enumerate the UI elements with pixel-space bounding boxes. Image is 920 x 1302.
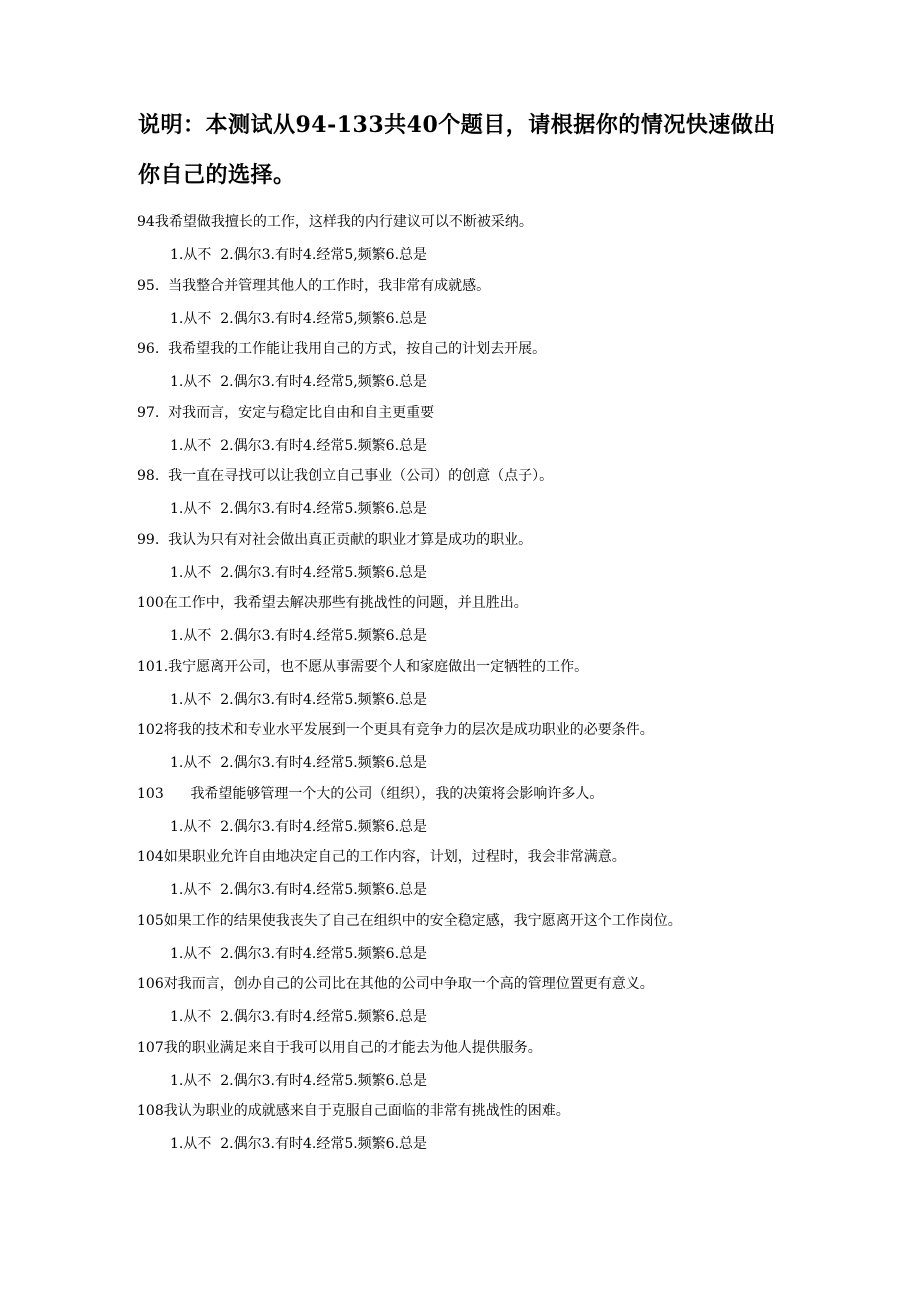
question-line <box>137 847 857 869</box>
question-text: 对我而言，创办自己的公司比在其他的公司中争取一个高的管理位置更有意义。 <box>163 976 654 992</box>
question-item <box>137 911 857 975</box>
question-line <box>137 466 857 488</box>
answer-options: 1.从不 2.偶尔3.有时4.经常5.频繁6.总是 <box>170 1009 428 1025</box>
question-number: 102 <box>137 722 164 738</box>
question-line <box>137 276 857 298</box>
question-text: 我希望做我擅长的工作，这样我的内行建议可以不断被采纳。 <box>154 214 533 230</box>
question-text: 我希望能够管理一个大的公司（组织），我的决策将会影响许多人。 <box>190 785 604 802</box>
question-number: 99. <box>137 531 160 548</box>
answer-options: 1.从不 2.偶尔3.有时4.经常5.频繁6.总是 <box>170 755 428 771</box>
answer-options: 1.从不 2.偶尔3.有时4.经常5.频繁6.总是 <box>170 1136 428 1152</box>
question-number: 97. <box>137 404 160 421</box>
question-item <box>137 1101 857 1165</box>
question-number: 98. <box>137 468 160 484</box>
question-line <box>137 911 857 933</box>
answer-options: 1.从不 2.偶尔3.有时4.经常5.频繁6.总是 <box>170 818 428 835</box>
question-item <box>137 847 857 911</box>
question-text: 当我整合并管理其他人的工作时，我非常有成就感。 <box>168 277 491 294</box>
question-line <box>137 530 857 552</box>
answer-options: 1.从不 2.偶尔3.有时4.经常5,频繁6.总是 <box>170 374 428 390</box>
answer-options: 1.从不 2.偶尔3.有时4.经常5.频繁6.总是 <box>170 564 428 581</box>
question-item <box>137 1038 857 1102</box>
question-line <box>137 974 857 996</box>
question-text: 我认为只有对社会做出真正贡献的职业才算是成功的职业。 <box>168 531 533 548</box>
question-text: 在工作中，我希望去解决那些有挑战性的问题，并且胜出。 <box>163 595 528 611</box>
question-line <box>137 720 857 742</box>
question-text: 我认为职业的成就感来自于克服自己面临的非常有挑战性的困难。 <box>163 1103 570 1119</box>
question-separator <box>159 341 168 357</box>
question-number: 107 <box>137 1039 164 1056</box>
question-list <box>137 212 857 1165</box>
question-item <box>137 657 857 721</box>
question-number: 94 <box>137 214 155 230</box>
question-text: 我宁愿离开公司，也不愿从事需要个人和家庭做出一定牺牲的工作。 <box>168 658 589 675</box>
question-text: 我希望我的工作能让我用自己的方式，按自己的计划去开展。 <box>168 341 547 357</box>
question-text: 如果职业允许自由地决定自己的工作内容，计划，过程时，我会非常满意。 <box>163 849 626 865</box>
question-separator <box>159 278 168 294</box>
answer-options: 1.从不 2.偶尔3.有时4.经常5.频繁6.总是 <box>170 691 428 708</box>
question-item <box>137 403 857 467</box>
question-number: 101. <box>137 658 169 675</box>
question-line <box>137 1101 857 1123</box>
answer-options: 1.从不 2.偶尔3.有时4.经常5,频繁6.总是 <box>170 310 428 327</box>
question-item <box>137 720 857 784</box>
question-number: 103 <box>137 785 164 802</box>
answer-options: 1.从不 2.偶尔3.有时4.经常5.频繁6.总是 <box>170 882 428 898</box>
question-separator <box>159 532 168 548</box>
question-text: 如果工作的结果使我丧失了自己在组织中的安全稳定感，我宁愿离开这个工作岗位。 <box>163 912 682 929</box>
question-item <box>137 339 857 403</box>
question-number: 104 <box>137 849 164 865</box>
question-number: 95. <box>137 277 160 294</box>
question-number: 96. <box>137 341 160 357</box>
question-number: 106 <box>137 976 164 992</box>
question-line <box>137 212 857 234</box>
question-number: 105 <box>137 912 164 929</box>
question-text: 我的职业满足来自于我可以用自己的才能去为他人提供服务。 <box>163 1039 542 1056</box>
question-line <box>137 784 857 806</box>
answer-options: 1.从不 2.偶尔3.有时4.经常5.频繁6.总是 <box>170 945 428 962</box>
answer-options: 1.从不 2.偶尔3.有时4.经常5.频繁6.总是 <box>170 437 428 454</box>
question-separator <box>159 405 168 421</box>
question-text: 将我的技术和专业水平发展到一个更具有竞争力的层次是成功职业的必要条件。 <box>163 722 654 738</box>
answer-options: 1.从不 2.偶尔3.有时4.经常5.频繁6.总是 <box>170 501 428 517</box>
question-line <box>137 657 857 679</box>
question-text: 我一直在寻找可以让我创立自己事业（公司）的创意（点子）。 <box>168 468 554 484</box>
question-line <box>137 1038 857 1060</box>
question-line <box>137 403 857 425</box>
answer-options: 1.从不 2.偶尔3.有时4.经常5,频繁6.总是 <box>170 247 428 263</box>
answer-options: 1.从不 2.偶尔3.有时4.经常5.频繁6.总是 <box>170 628 428 644</box>
question-item <box>137 212 857 276</box>
question-number: 100 <box>137 595 164 611</box>
question-item <box>137 974 857 1038</box>
question-item <box>137 276 857 340</box>
question-separator <box>159 468 168 484</box>
question-item <box>137 784 857 848</box>
question-number: 108 <box>137 1103 164 1119</box>
question-text: 对我而言，安定与稳定比自由和自主更重要 <box>168 404 435 421</box>
answer-options: 1.从不 2.偶尔3.有时4.经常5.频繁6.总是 <box>170 1072 428 1089</box>
instruction-heading: 说明：本测试从94-133共40个题目，请根据你的情况快速做出你自己的选择。 <box>138 112 776 188</box>
question-item <box>137 530 857 594</box>
question-line <box>137 593 857 615</box>
question-separator <box>164 786 191 802</box>
question-item <box>137 593 857 657</box>
question-item <box>137 466 857 530</box>
question-line <box>137 339 857 361</box>
